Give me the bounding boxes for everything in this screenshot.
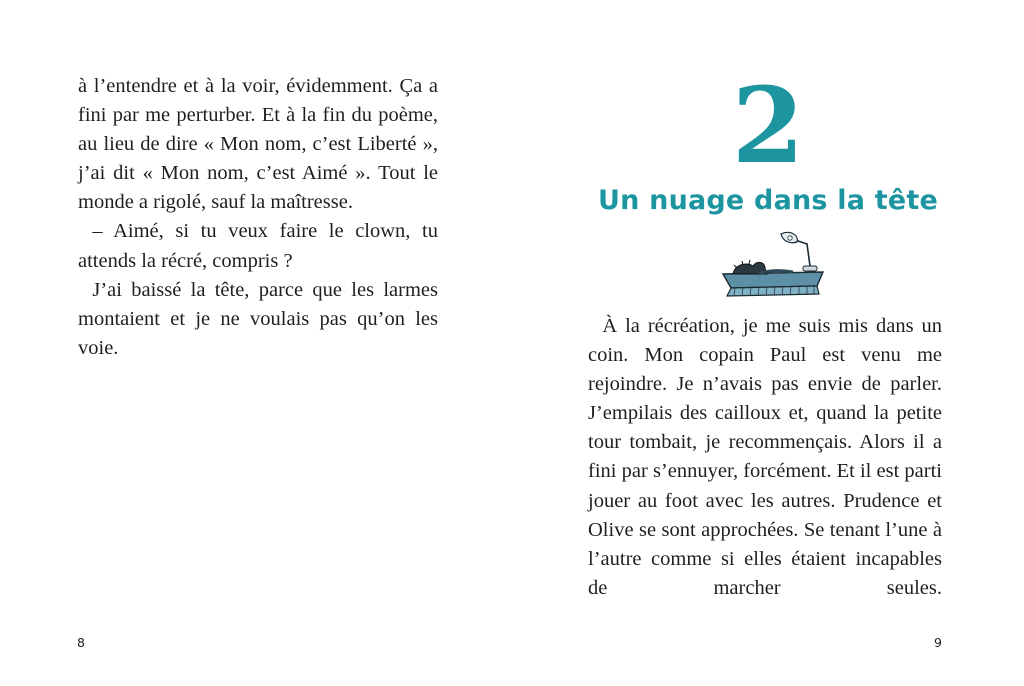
left-page-body [78,72,438,363]
paragraph: – Aimé, si tu veux faire le clown, tu attends la récré, compris ? [78,220,438,272]
chapter-title: Un nuage dans la tête [598,185,938,216]
right-page [512,0,1024,686]
paragraph: à l’entendre et à la voir, évidemment. Ça a fini par me perturber. Et à la fin du poème, au lieu de dire « Mon nom, c’est Liberté », j’ai dit « Mon nom, c’est Aimé ». Tout le monde a rigolé, sauf la maîtresse. [78,75,438,214]
page-number: 9 [934,635,942,650]
chapter-number: 2 [731,64,805,187]
desk-lamp-icon [719,230,829,300]
paragraph: À la récréation, je me suis mis dans un coin. Mon copain Paul est venu me rejoindre. Je n’avais pas envie de parler. J’empilais des cailloux et, quand la petite tour tombait, je recommençais. Alors il a fini par s’ennuyer, forcément. Et il est parti jouer au foot avec les autres. Prudence et Olive se sont approchées. Se tenant l’une à l’autre comme si elles étaient incapables de marcher seules. [588,315,942,599]
right-page-body [588,312,942,603]
page-number: 8 [77,635,85,650]
paragraph: J’ai baissé la tête, parce que les larmes montaient et je ne voulais pas qu’on les voie. [78,278,438,359]
